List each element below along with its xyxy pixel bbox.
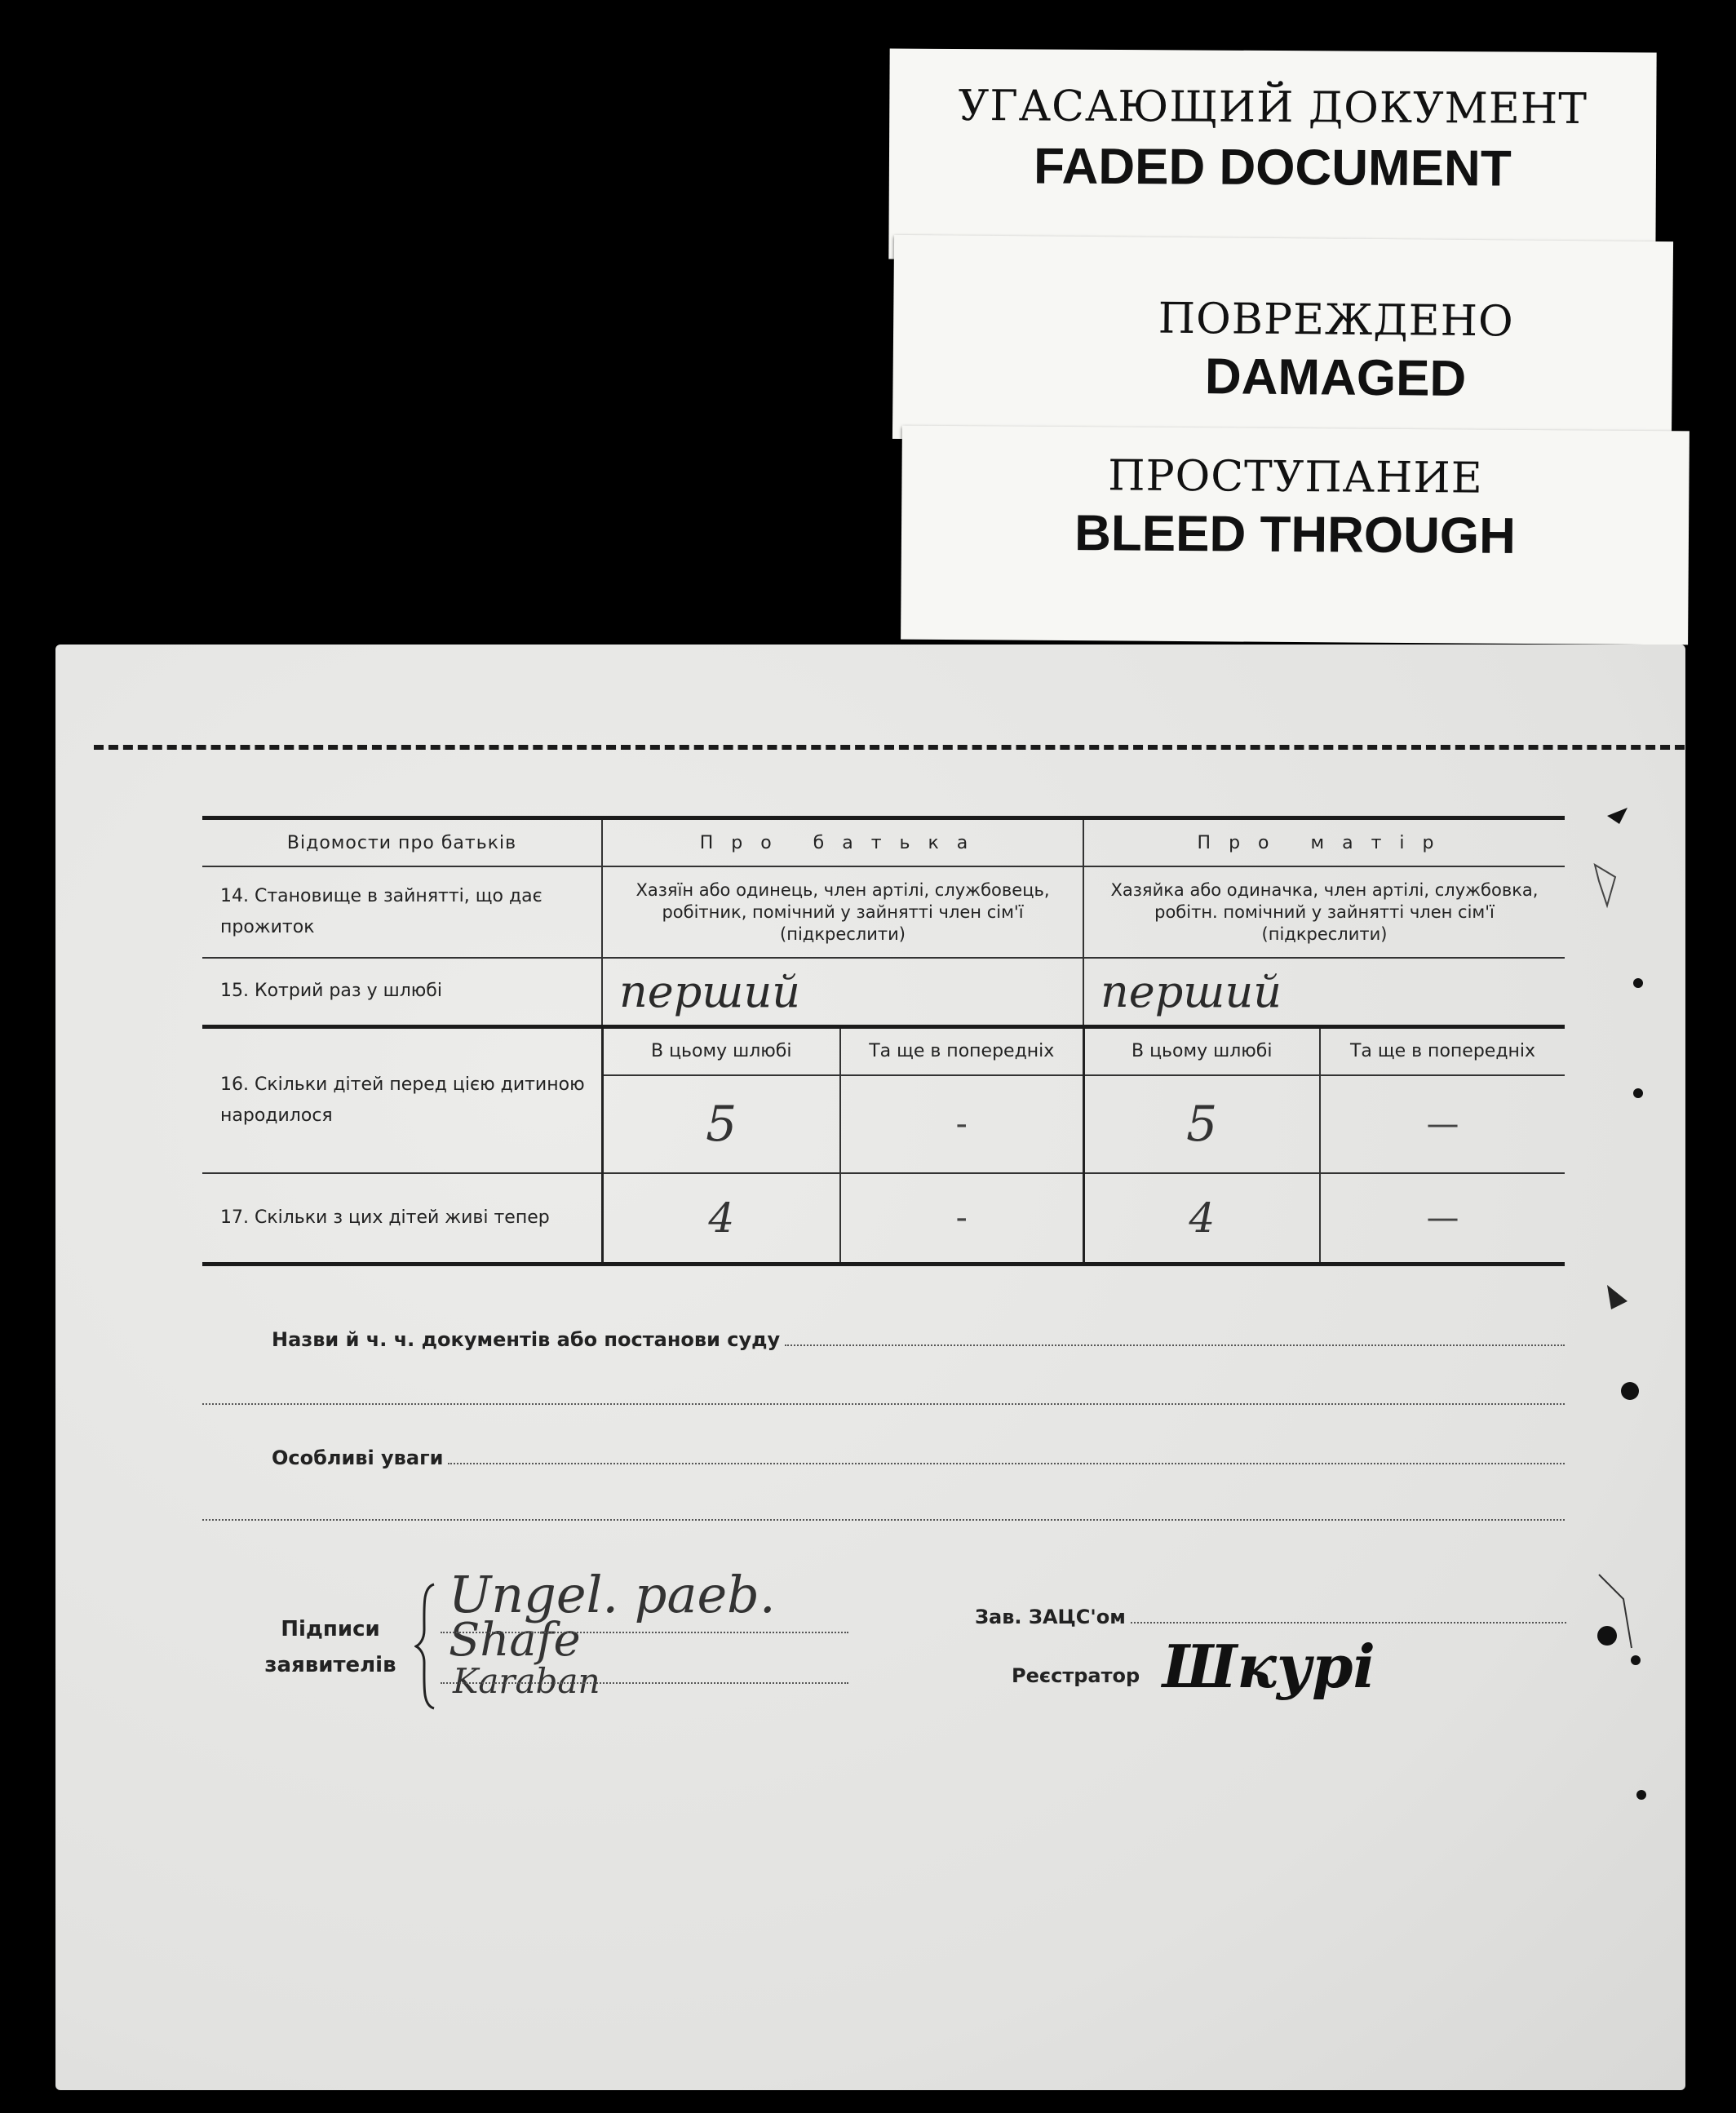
damaged-card [892,235,1673,445]
signature-line-3: Karaban [453,1661,600,1701]
q17-label: 17. Скільки з цих дітей живі тепер [202,1173,602,1265]
registrar-label: Реєстратор [1012,1664,1140,1687]
q15-mother-value: перший [1100,965,1282,1017]
q17-father-this: 4 [708,1194,735,1242]
perforation-line [94,745,1685,750]
q15-father-value: перший [619,965,801,1017]
documents-field [272,1328,1565,1351]
subheader-mother-previous: Та ще в попередніх [1320,1026,1565,1075]
signature-brace [414,1581,439,1712]
parents-info-table [202,816,1565,1266]
edge-damage-marks [1591,800,1648,1827]
subheader-mother-this-marriage: В цьому шлюбі [1083,1026,1320,1075]
remarks-label: Особливі уваги [272,1446,444,1469]
remarks-field [272,1446,1565,1469]
q16-mother-this: 5 [1186,1095,1218,1153]
head-zags-label: Зав. ЗАЦС'ом [975,1606,1126,1628]
subheader-father-previous: Та ще в попередніх [840,1026,1083,1075]
registrar-signature: Шкурі [1162,1632,1375,1701]
card-ru-text: ПРОСТУПАНИЕ [1108,451,1483,503]
signatures-label: Підписи заявителів [264,1617,396,1677]
header-father: Про батька [602,818,1083,867]
card-en-text: FADED DOCUMENT [1033,138,1512,197]
q16-father-prev: - [955,1105,968,1143]
card-ru-text: УГАСАЮЩИЙ ДОКУМЕНТ [958,81,1588,135]
documents-label: Назви й ч. ч. документів або постанови суду [272,1328,781,1351]
card-ru-text: ПОВРЕЖДЕНО [1158,294,1514,347]
remarks-line-2 [202,1519,1565,1521]
card-en-text: BLEED THROUGH [1074,505,1517,565]
q17-mother-prev: — [1426,1198,1459,1237]
card-en-text: DAMAGED [1204,348,1467,407]
header-mother: Про матір [1083,818,1565,867]
signature-line-2: Shafe [449,1614,581,1667]
signature-line-1: Ungel. paeb. [449,1565,776,1624]
q14-mother-options: Хазяйка або одиначка, член артілі, службовка, робітн. помічний у зайнятті член сім'ї (підкреслити) [1083,866,1565,958]
header-parents-info: Відомости про батьків [202,818,602,867]
head-zags-field [975,1606,1566,1628]
bleed-through-card [901,426,1690,645]
subheader-father-this-marriage: В цьому шлюбі [602,1026,840,1075]
q17-mother-this: 4 [1189,1194,1216,1242]
documents-line-2 [202,1403,1565,1405]
q15-label: 15. Котрий раз у шлюбі [202,958,602,1026]
q14-label: 14. Становище в зайнятті, що дає прожиток [202,866,602,958]
faded-document-card [888,49,1656,264]
q16-father-this: 5 [706,1095,737,1153]
q16-mother-prev: — [1426,1105,1459,1143]
q16-label: 16. Скільки дітей перед цією дитиною народилося [202,1026,602,1173]
q17-father-prev: - [955,1198,968,1237]
q14-father-options: Хазяїн або одинець, член артілі, службовець, робітник, помічний у зайнятті член сім'ї (підкреслити) [602,866,1083,958]
